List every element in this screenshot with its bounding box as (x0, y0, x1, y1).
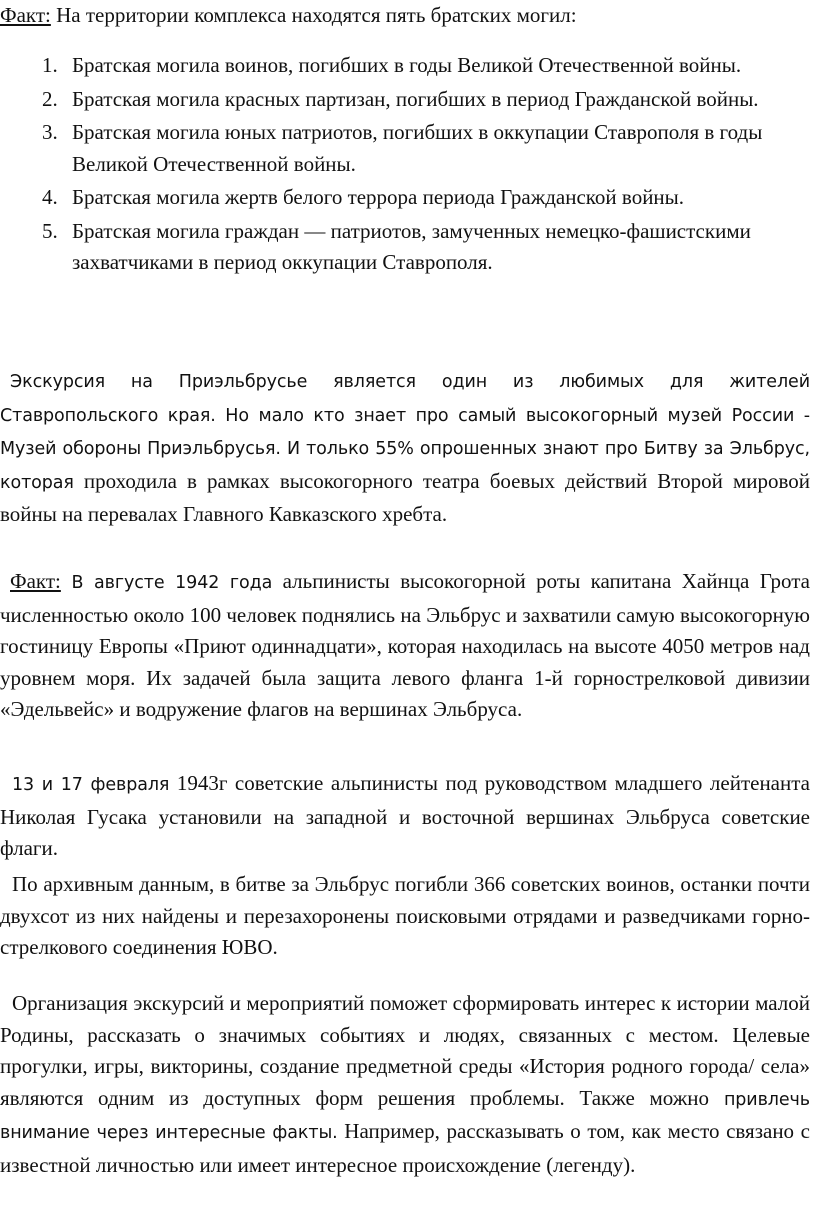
list-number: 4. (42, 185, 58, 209)
excursion-paragraph (0, 365, 810, 531)
list-item (0, 216, 816, 279)
organization-paragraph (0, 988, 810, 1181)
list-number: 2. (42, 86, 58, 111)
february-paragraph (0, 768, 810, 865)
list-number: 5. (42, 218, 58, 243)
archive-paragraph (0, 869, 810, 964)
fact-label: Факт: (10, 569, 61, 593)
list-item-text: Братская могила граждан — патриотов, замученных немецко-фашистскими захватчиками в период оккупации Ставрополя. (72, 218, 751, 274)
list-item (0, 50, 816, 82)
fact2-date: В августе 1942 года (60, 573, 273, 593)
list-item (0, 84, 816, 116)
list-item-text: Братская могила воинов, погибших в годы Великой Отечественной войны. (72, 53, 742, 77)
fact2-text: альпинисты высокогорной роты капитана Хайнца Грота численностью около 100 человек поднялись на Эльбрус и захватили самую высокогорную гостиницу Европы «Приют одиннадцати», которая находилась на высоте 4050 метров над уровнем моря. Их задачей была защита левого фланга 1-й горнострелковой дивизии «Эдельвейс» и водружение флагов на вершинах Эльбруса. (0, 569, 810, 721)
organization-text: Организация экскурсий и мероприятий поможет сформировать интерес к истории малой Родины, рассказать о значимых событиях и людях, связанных с местом. Целевые прогулки, игры, викторины, создание предметной среды «История родного города/ села» являются одним из доступных форм решения проблемы. Также можно (0, 991, 810, 1110)
excursion-sans-text: Экскурсия на Приэльбрусье является один из любимых для жителей Ставропольского края. Но мало кто знает про самый высокогорный музей России - Музей обороны Приэльбрусья. И только 55% опрошенных знают про Битву за Эльбрус, которая (0, 372, 810, 493)
fact-intro (0, 0, 816, 32)
fact-intro-text: На территории комплекса находятся пять братских могил: (50, 3, 577, 27)
fact2-paragraph (0, 566, 810, 726)
archive-text: По архивным данным, в битве за Эльбрус погибли 366 советских воинов, останки почти двухсот из них найдены и перезахоронены поисковыми отрядами и разведчиками горно-стрелкового соединения ЮВО. (0, 872, 810, 959)
organization-end-text: Например, рассказывать о том, как место связано с известной личностью или имеет интересное происхождение (легенду). (0, 1119, 810, 1177)
list-number: 1. (42, 53, 58, 77)
list-item-text: Братская могила красных партизан, погибших в период Гражданской войны. (72, 86, 759, 111)
february-text: 1943г советские альпинисты под руководством младшего лейтенанта Николая Гусака установили на западной и восточной вершинах Эльбруса советские флаги. (0, 771, 810, 860)
list-item (0, 182, 816, 214)
fact-label: Факт: (0, 3, 51, 27)
list-number: 3. (42, 120, 58, 144)
list-item-text: Братская могила юных патриотов, погибших в оккупации Ставрополя в годы Великой Отечественной войны. (72, 120, 763, 176)
list-item-text: Братская могила жертв белого террора периода Гражданской войны. (72, 185, 685, 209)
list-item (0, 117, 816, 180)
grave-list (0, 50, 816, 281)
organization-sans-text: привлечь внимание через интересные факты. (0, 1089, 810, 1143)
february-date: 13 и 17 февраля (12, 775, 170, 795)
excursion-serif-text: проходила в рамках высокогорного театра боевых действий Второй мировой войны на перевалах Главного Кавказского хребта. (0, 468, 810, 526)
